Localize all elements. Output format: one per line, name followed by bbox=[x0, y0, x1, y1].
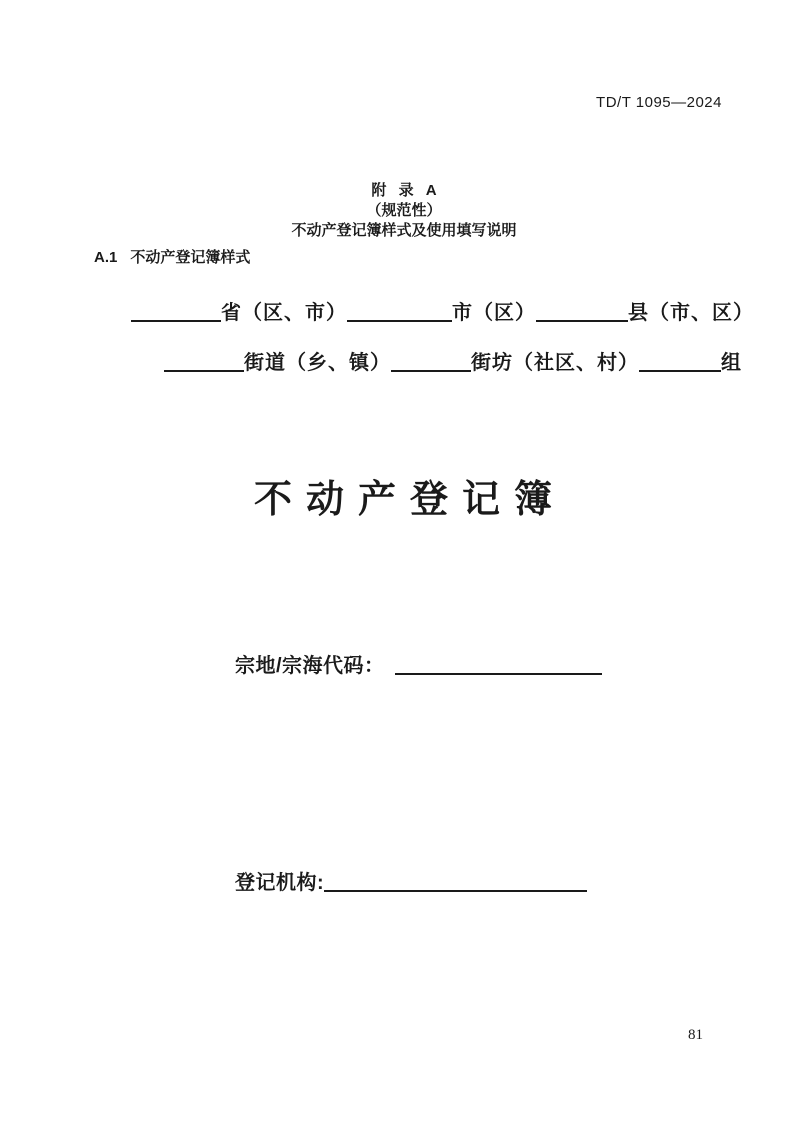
location-line-street bbox=[164, 346, 742, 375]
registry-authority-blank bbox=[324, 870, 587, 892]
province-blank bbox=[131, 300, 221, 322]
parcel-code-line bbox=[235, 649, 602, 678]
parcel-code-label: 宗地/宗海代码： bbox=[235, 655, 385, 677]
page-number: 81 bbox=[688, 1027, 703, 1043]
city-blank bbox=[347, 300, 452, 322]
province-suffix-label: 省（区、市） bbox=[221, 302, 347, 324]
registry-authority-line bbox=[235, 866, 587, 895]
community-blank bbox=[391, 350, 471, 372]
appendix-header bbox=[0, 181, 794, 241]
section-title: 不动产登记簿样式 bbox=[130, 249, 251, 266]
community-suffix-label: 街坊（社区、村） bbox=[471, 352, 639, 374]
group-blank bbox=[639, 350, 721, 372]
appendix-title: 不动产登记簿样式及使用填写说明 bbox=[291, 222, 517, 239]
county-blank bbox=[536, 300, 628, 322]
county-suffix-label: 县（市、区） bbox=[628, 302, 754, 324]
group-suffix-label: 组 bbox=[721, 352, 742, 374]
city-suffix-label: 市（区） bbox=[452, 302, 536, 324]
registry-book-title: 不动产登记簿 bbox=[253, 479, 566, 521]
section-number: A.1 bbox=[94, 249, 118, 266]
street-blank bbox=[164, 350, 244, 372]
standard-number: TD/T 1095—2024 bbox=[596, 94, 722, 111]
street-suffix-label: 街道（乡、镇） bbox=[244, 352, 391, 374]
parcel-code-blank bbox=[395, 653, 602, 675]
registry-authority-label: 登记机构: bbox=[235, 872, 325, 894]
location-line-province bbox=[131, 296, 754, 325]
section-a1-heading bbox=[94, 246, 250, 267]
appendix-heading: 附 录 A bbox=[371, 182, 437, 199]
appendix-classification: （规范性） bbox=[366, 202, 442, 219]
